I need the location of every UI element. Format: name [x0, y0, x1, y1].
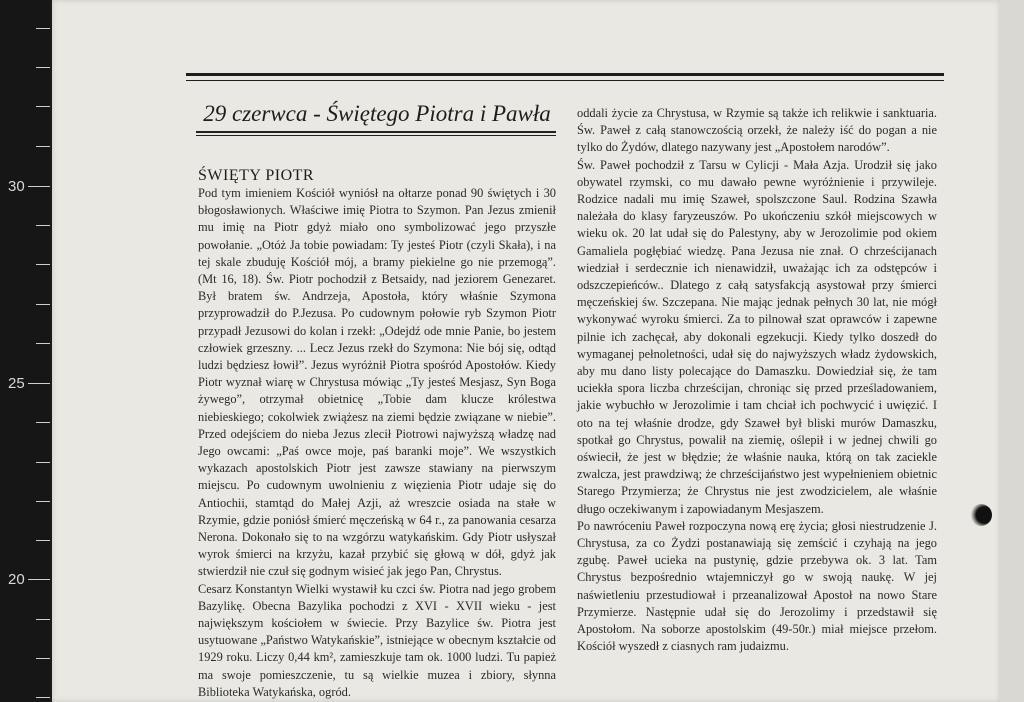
article-column-right — [577, 105, 937, 656]
ruler-tick — [36, 264, 50, 265]
binder-hole-icon — [970, 504, 992, 526]
ruler-tick — [36, 146, 50, 147]
ruler-tick — [36, 28, 50, 29]
ruler-tick — [36, 501, 50, 502]
ruler-tick — [36, 658, 50, 659]
article-title: 29 czerwca - Świętego Piotra i Pawła — [203, 101, 551, 126]
article-column-left — [198, 167, 556, 701]
ruler-tick — [36, 304, 50, 305]
ruler-label-30: 30 — [8, 178, 25, 195]
ruler-tick — [28, 186, 50, 187]
ruler-tick — [36, 67, 50, 68]
ruler-tick — [36, 697, 50, 698]
ruler-tick — [36, 225, 50, 226]
ruler-tick — [36, 343, 50, 344]
ruler-label-25: 25 — [8, 375, 25, 392]
ruler-tick — [36, 422, 50, 423]
section-heading: ŚWIĘTY PIOTR — [198, 167, 315, 184]
ruler-tick — [28, 383, 50, 384]
ruler — [0, 0, 50, 702]
paragraph: Po nawróceniu Paweł rozpoczyna nową erę życia; głosi niestrudzenie J. Chrystusa, za co Żydzi postanawiają się zemścić i czyhają na jego zgubę. Paweł ucieka na pustynię, gdzie przebywa ok. 3 lat. Tam Chrystus bezpośrednio wtajemniczył go w swoją naukę. W jej naświetleniu przestudiował i przeanalizował Apostoł na nowo Stare Przymierze. Następnie udał się do Jerozolimy i przedstawił się Apostołom. Na soborze apostolskim (49-50r.) miał miejsce przełom. Kościół wyszedł z ciasnych ram judaizmu. — [577, 518, 937, 654]
title-underline — [196, 131, 556, 133]
page-edge — [1000, 0, 1024, 702]
ruler-tick — [28, 579, 50, 580]
ruler-tick — [36, 462, 50, 463]
ruler-label-20: 20 — [8, 571, 25, 588]
paragraph: Cesarz Konstantyn Wielki wystawił ku czci św. Piotra nad jego grobem Bazylikę. Obecna Bazylika pochodzi z XVI - XVII wieku - jest największym kościołem w świecie. Przy Bazylice św. Piotra jest usytuowane „Państwo Watykańskie”, istniejące w obecnym kształcie od 1929 roku. Liczy 0,44 km², zamieszkuje tam ok. 1000 ludzi. Tu papież ma swoje pomieszczenie, tu są wielkie muzea i zbiory, słynna Biblioteka Watykańska, ogród. — [198, 581, 556, 699]
paragraph: Pod tym imieniem Kościół wyniósł na ołtarze ponad 90 świętych i 30 błogosławionych. Właściwe imię Piotra to Szymon. Pan Jezus zmienił mu imię na Piotr gdyż miało ono symbolizować jego przyszłe powołanie. „Otóż Ja tobie powiadam: Ty jesteś Piotr (czyli Skała), i na tej skale zbuduję Kościół mój, a bramy piekielne go nie przemogą”. (Mt 16, 18). Św. Piotr pochodził z Betsaidy, nad jeziorem Genezaret. Był bratem św. Andrzeja, Apostoła, który właśnie Szymona przyprowadził do P.Jezusa. Po cudownym połowie ryb Szymon Piotr przypadł Jezusowi do kolan i rzekł: „Odejdź ode mnie Panie, bo jestem człowiek grzeszny. ... Lecz Jezus rzekł do Szymona: Nie bój się, odtąd ludzi będziesz łowił”. Jezus wyróżnił Piotra spośród Apostołów. Kiedy Piotr wyznał wiarę w Chrystusa mówiąc „Ty jesteś Mesjasz, Syn Boga żywego”, otrzymał obietnicę „Tobie dam klucze królestwa niebieskiego; cokolwiek zwiążesz na ziemi będzie związane w niebie”. Przed odejściem do nieba Jezus zlecił Piotrowi najwyższą władzę nad Jego owcami: „Paś owce moje, paś baranki moje”. We wszystkich wykazach apostolskich Piotr jest zawsze stawiany na pierwszym miejscu. Po cudownym uwolnieniu z więzienia Piotr udaje się do Antiochii, stamtąd do Małej Azji, aż wreszcie osiada na stałe w Rzymie, gdzie poniósł śmierć męczeńską w 64 r., za panowania cesarza Nerona. Dokonało się to na wzgórzu watykańskim. Gdy Piotr usłyszał wyrok śmierci na krzyżu, kazał przybić się głową w dół, gdyż jak stwierdził nie czuł się godnym wisieć jak jego Pan, Chrystus. — [198, 186, 556, 579]
header-rule-thick — [186, 73, 944, 76]
title-underline-thin — [196, 135, 556, 136]
ruler-tick — [36, 540, 50, 541]
ruler-tick — [36, 619, 50, 620]
paragraph: Św. Paweł pochodził z Tarsu w Cylicji - Mała Azja. Urodził się jako obywatel rzymski, co mu dawało pewne wyróżnienie i przywileje. Rodzice nadali mu imię Szaweł, spolszczone Saul. Rodzina Szawła należała do klasy faryzeuszów. Po ukończeniu szkół miejscowych w wieku ok. 20 lat udał się do Palestyny, aby w Jerozolimie pod okiem Gamaliela pogłębiać wiedzę. Pana Jezusa nie znał. O chrześcijanach wiedział i serdecznie ich nienawidził, uważając ich za odstępców i odszczepieńców.. Dlatego z całą satysfakcją asystował przy śmierci męczeńskiej św. Szczepana. Nie mając jednak pełnych 30 lat, nie mógł wykonywać wyroku śmierci. Za to pilnował szat oprawców i zapewne pilnie ich zachęcał, aby dokonali egzekucji. Kiedy tylko doszedł do wymaganej pełnoletności, udał się do najwyższych władz żydowskich, aby mu dano listy polecające do Damaszku. Dowiedział się, że tam uciekła spora liczba chrześcijan, chroniąc się przed prześladowaniem, jakie wybuchło w Jerozolimie i tam chciał ich pochwycić i uwięzić. I oto na tej właśnie drodze, gdy Szaweł był bliski murów Damaszku, spotkał go Chrystus, powalił na ziemię, oślepił i w jednej chwili go oświecił, że jest w błędzie; że właśnie nauka, którą on tak zaciekle zwalcza, jest prawdziwą; że chrześcijaństwo jest wypełnieniem obietnic Starego Przymierza; że Chrystus nie jest zwodzicielem, ale właśnie długo oczekiwanym i zapowiadanym Mesjaszem. — [577, 157, 937, 516]
header-rule-thin — [186, 80, 944, 81]
ruler-tick — [36, 106, 50, 107]
paragraph: oddali życie za Chrystusa, w Rzymie są także ich relikwie i sanktuaria. Św. Paweł z całą stanowczością orzekł, że należy iść do pogan a nie tylko do Żydów, dlatego nazywany jest „Apostołem narodów”. — [577, 106, 937, 155]
